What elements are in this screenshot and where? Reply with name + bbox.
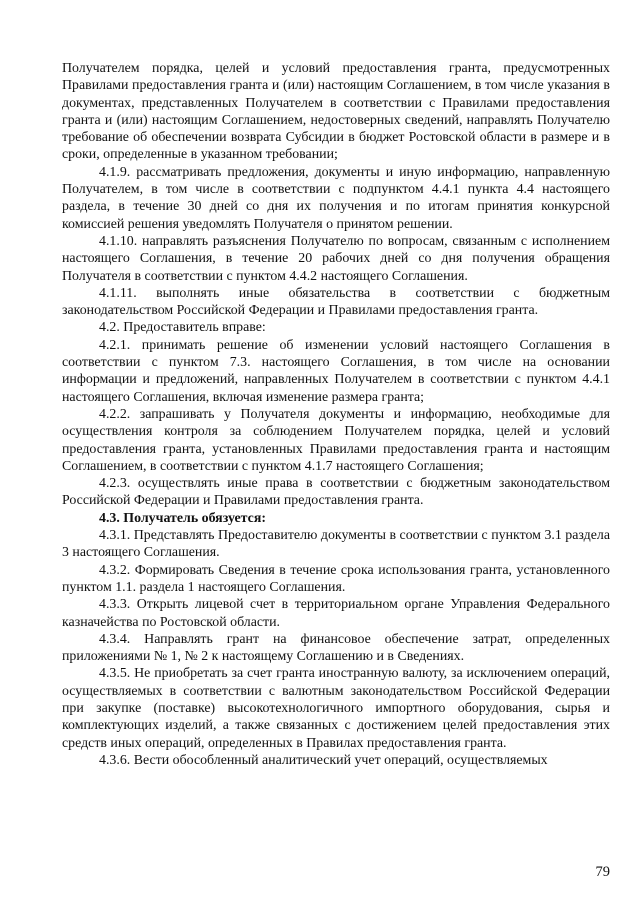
document-body xyxy=(62,60,610,769)
paragraph-4-3-5: 4.3.5. Не приобретать за счет гранта иностранную валюту, за исключением операций, осуществляемых в соответствии с валютным законодательством Российской Федерации при закупке (поставке) высокотехнологичного импортного оборудования, сырья и комплектующих изделий, а также связанных с достижением целей предоставления этих средств иных операций, определенных в Правилах предоставления гранта. xyxy=(62,666,610,751)
page-number: 79 xyxy=(595,864,610,880)
paragraph-4-2-2: 4.2.2. запрашивать у Получателя документы и информацию, необходимые для осуществления контроля за соблюдением Получателем порядка, целей и условий предоставления гранта, установленных Правилами предоставления гранта и настоящим Соглашением, в соответствии с пунктом 4.1.7 настоящего Соглашения; xyxy=(62,406,610,474)
paragraph-4-2-3: 4.2.3. осуществлять иные права в соответствии с бюджетным законодательством Российской Федерации и Правилами предоставления гранта. xyxy=(62,476,610,509)
paragraph-4-2-1: 4.2.1. принимать решение об изменении условий настоящего Соглашения в соответствии с пунктом 7.3. настоящего Соглашения, в том числе на основании информации и предложений, направленных Получателем в соответствии с пунктом 4.4.1 настоящего Соглашения, включая изменение размера гранта; xyxy=(62,337,610,405)
paragraph-4-1-10: 4.1.10. направлять разъяснения Получателю по вопросам, связанным с исполнением настоящего Соглашения, в течение 20 рабочих дней со дня получения обращения Получателя в соответствии с пунктом 4.4.2 настоящего Соглашения. xyxy=(62,233,610,284)
paragraph-4-3-3: 4.3.3. Открыть лицевой счет в территориальном органе Управления Федерального казначейства по Ростовской области. xyxy=(62,597,610,630)
paragraph-4-3-2: 4.3.2. Формировать Сведения в течение срока использования гранта, установленного пунктом 1.1. раздела 1 настоящего Соглашения. xyxy=(62,562,610,595)
paragraph-4-3-4: 4.3.4. Направлять грант на финансовое обеспечение затрат, определенных приложениями № 1, № 2 к настоящему Соглашению и в Сведениях. xyxy=(62,631,610,665)
paragraph-4-3-1: 4.3.1. Представлять Предоставителю документы в соответствии с пунктом 3.1 раздела 3 настоящего Соглашения. xyxy=(62,528,610,561)
paragraph-4-2: 4.2. Предоставитель вправе: xyxy=(99,320,266,336)
paragraph-4-1-11: 4.1.11. выполнять иные обязательства в соответствии с бюджетным законодательством Российской Федерации и Правилами предоставления гранта. xyxy=(62,285,610,319)
paragraph-4-1-9: 4.1.9. рассматривать предложения, документы и иную информацию, направленную Получателем, в том числе в соответствии с подпунктом 4.4.1 пункта 4.4 настоящего раздела, в течение 30 дней со дня их получения и по итогам принятия конкурсной комиссией решения уведомлять Получателя о принятом решении. xyxy=(62,164,610,232)
paragraph-4-3-6: 4.3.6. Вести обособленный аналитический учет операций, осуществляемых xyxy=(99,752,548,768)
paragraph-continuation: Получателем порядка, целей и условий предоставления гранта, предусмотренных Правилами предоставления гранта и (или) настоящим Соглашением, в том числе указания в документах, представленных Получателем в соответствии с Правилами предоставления гранта и (или) настоящим Соглашением, недостоверных сведений, направлять Получателю требование об обеспечении возврата Субсидии в бюджет Ростовской области в размере и в сроки, определенные в указанном требовании; xyxy=(62,61,610,163)
section-heading-4-3: 4.3. Получатель обязуется: xyxy=(99,510,266,526)
